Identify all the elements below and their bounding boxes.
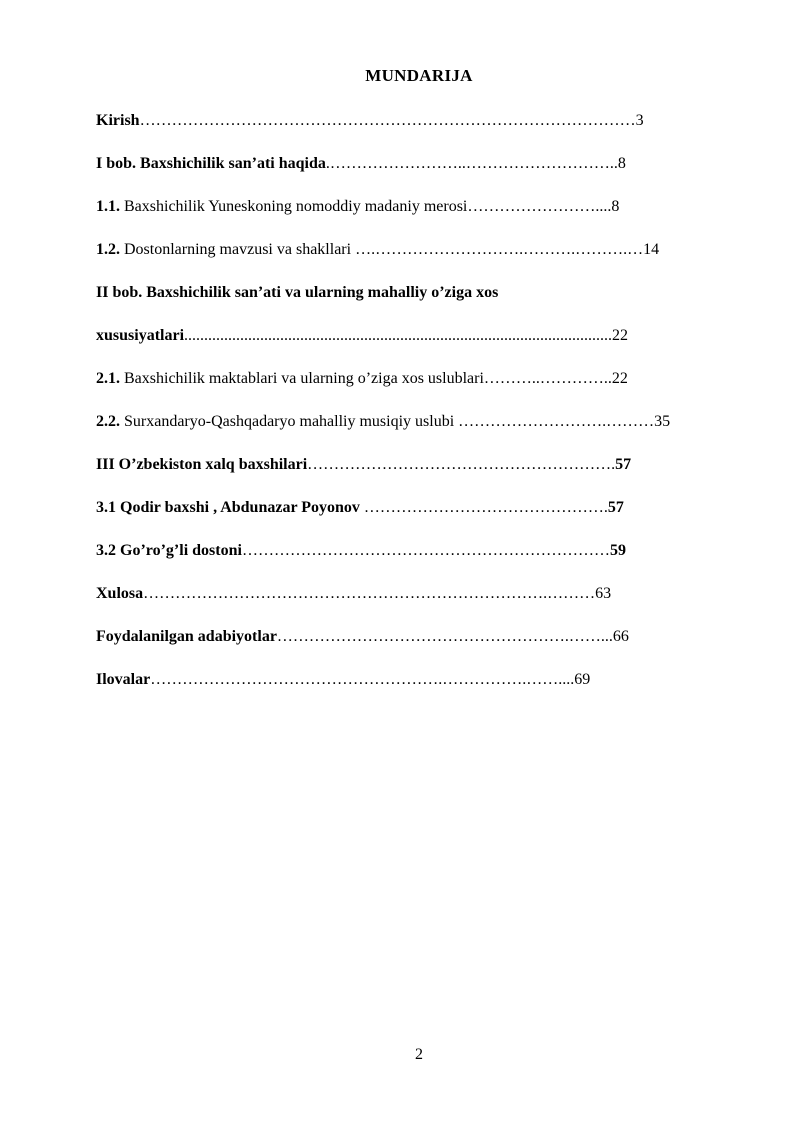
- toc-entry-page: 8: [617, 155, 626, 172]
- toc-entry: [96, 585, 611, 611]
- toc-entry-leader: …………………………………………………………………………………: [139, 112, 636, 129]
- toc-entry: [96, 284, 498, 310]
- toc-entry-leader: ….……………………….……….……….…: [351, 241, 644, 258]
- toc-entry-page: 59: [609, 542, 626, 559]
- toc-entry-leader: ……………………….………: [454, 413, 655, 430]
- toc-entry-page: 22: [612, 327, 629, 344]
- toc-entry-number: 1.1.: [96, 198, 120, 215]
- toc-entry-leader: ……………………………………………….……...: [276, 628, 613, 645]
- toc-entry: [96, 413, 670, 439]
- toc-entry: [96, 155, 626, 181]
- toc-entry: [96, 327, 628, 353]
- toc-entry-number: 1.2.: [96, 241, 120, 258]
- toc-entry-page: 22: [611, 370, 628, 387]
- toc-entry: [96, 628, 629, 654]
- toc-entry-title: Baxshichilik maktablari va ularning o’ziga xos uslublari: [120, 370, 484, 387]
- toc-entry-title: xususiyatlari: [96, 327, 185, 344]
- toc-entry-page: 8: [611, 198, 620, 215]
- toc-entry-page: 57: [615, 456, 632, 473]
- toc-entry: [96, 671, 590, 697]
- toc-entry-page: 66: [612, 628, 629, 645]
- toc-entry: [96, 370, 628, 396]
- toc-entry-page: 69: [574, 671, 591, 688]
- toc-entry-title: Dostonlarning mavzusi va shakllari: [120, 241, 352, 258]
- toc-entry-leader: ……………………………………….: [359, 499, 608, 516]
- toc-entry-page: 3: [635, 112, 644, 129]
- toc-entry-number: 2.2.: [96, 413, 120, 430]
- toc-entry-page: 35: [654, 413, 671, 430]
- toc-entry-leader: ………………………………………………………………….………: [143, 585, 596, 602]
- toc-entry: [96, 499, 624, 525]
- toc-entry: [96, 112, 644, 138]
- toc-entry-title: Kirish: [96, 112, 140, 129]
- toc-entry-title: Ilovalar: [96, 671, 151, 688]
- toc-entry: [96, 241, 659, 267]
- toc-entry-leader: ……………………....: [467, 198, 612, 215]
- toc-entry-title: Baxshichilik Yuneskoning nomoddiy madaniy merosi: [120, 198, 468, 215]
- toc-entry-title: Foydalanilgan adabiyotlar: [96, 628, 277, 645]
- page-number: 2: [415, 1046, 423, 1063]
- document-title: MUNDARIJA: [365, 66, 473, 85]
- toc-entry-title: II bob. Baxshichilik san’ati va ularning mahalliy o’ziga xos: [96, 284, 499, 301]
- toc-entry-leader: .……………………..………………………..: [325, 155, 618, 172]
- toc-entry: [96, 456, 631, 482]
- toc-entry-leader: ……………………………………………….…………….……....: [150, 671, 575, 688]
- toc-entry-leader: ……………………………………………………………: [241, 542, 610, 559]
- toc-entry-page: 14: [643, 241, 660, 258]
- toc-entry: [96, 198, 619, 224]
- toc-entry-title: 3.1 Qodir baxshi , Abdunazar Poyonov: [96, 499, 360, 516]
- toc-entry-number: 2.1.: [96, 370, 120, 387]
- toc-entry-title: Xulosa: [96, 585, 144, 602]
- toc-entry: [96, 542, 626, 568]
- toc-entry-title: III O’zbekiston xalq baxshilari: [96, 456, 308, 473]
- toc-entry-title: I bob. Baxshichilik san’ati haqida: [96, 155, 326, 172]
- toc-entry-leader: ...........................................................................................................: [184, 327, 613, 344]
- toc-entry-leader: ………..…………..: [483, 370, 612, 387]
- toc-entry-page: 63: [595, 585, 612, 602]
- toc-entry-title: 3.2 Go’ro’g’li dostoni: [96, 542, 242, 559]
- toc-entry-leader: ………………………………………………….: [307, 456, 616, 473]
- toc-entry-page: 57: [607, 499, 624, 516]
- toc-entry-title: Surxandaryo-Qashqadaryo mahalliy musiqiy uslubi: [120, 413, 455, 430]
